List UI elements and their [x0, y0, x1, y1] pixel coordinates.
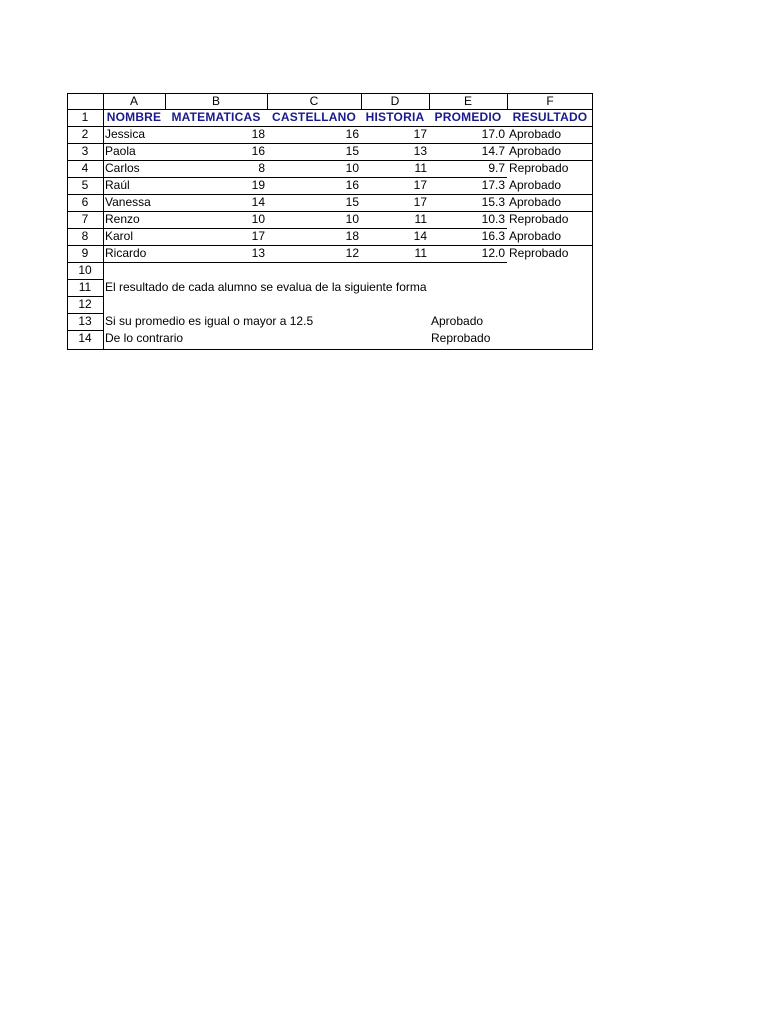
row-header-10[interactable]: 10 [78, 263, 92, 277]
sheet-border-left [67, 93, 68, 350]
result-row-line [507, 160, 593, 161]
col-header-divider [267, 93, 268, 109]
table-cell[interactable]: 16 [345, 178, 359, 192]
table-cell[interactable]: 14 [251, 195, 265, 209]
table-cell[interactable]: Paola [105, 144, 136, 158]
note-text[interactable]: De lo contrario [105, 331, 184, 345]
table-row-line [103, 262, 507, 263]
row-header-line [67, 160, 103, 161]
row-header-12[interactable]: 12 [78, 297, 92, 311]
table-cell[interactable]: 18 [345, 229, 359, 243]
header-cell[interactable]: PROMEDIO [434, 110, 502, 124]
result-row-line [507, 143, 593, 144]
table-cell[interactable]: Vanessa [105, 195, 151, 209]
column-header-d[interactable]: D [390, 94, 400, 108]
table-cell[interactable]: 19 [251, 178, 265, 192]
table-cell[interactable]: 8 [258, 161, 265, 175]
column-header-c[interactable]: C [309, 94, 319, 108]
table-cell[interactable]: 12 [345, 246, 359, 260]
row-header-6[interactable]: 6 [81, 195, 89, 209]
row-header-line [67, 177, 103, 178]
table-cell[interactable]: 16.3 [481, 229, 505, 243]
column-header-f[interactable]: F [546, 94, 554, 108]
table-cell[interactable]: 15.3 [481, 195, 505, 209]
header-cell[interactable]: HISTORIA [365, 110, 425, 124]
note-text[interactable]: El resultado de cada alumno se evalua de la siguiente forma [105, 280, 427, 294]
table-cell[interactable]: 17 [251, 229, 265, 243]
result-row-line [507, 211, 593, 212]
table-row-line [103, 160, 507, 161]
table-cell[interactable]: Aprobado [509, 144, 562, 158]
column-header-b[interactable]: B [211, 94, 220, 108]
table-cell[interactable]: 17 [413, 127, 427, 141]
col-header-divider [361, 93, 362, 109]
header-cell[interactable]: CASTELLANO [272, 110, 356, 124]
table-header-bottom [103, 126, 593, 127]
row-header-line [67, 262, 103, 263]
row-header-line [67, 245, 103, 246]
row-header-9[interactable]: 9 [81, 246, 89, 260]
row-header-line [67, 211, 103, 212]
row-header-7[interactable]: 7 [81, 212, 89, 226]
table-cell[interactable]: 13 [251, 246, 265, 260]
table-cell[interactable]: 10 [345, 161, 359, 175]
table-cell[interactable]: Aprobado [509, 195, 562, 209]
col-header-divider [429, 93, 430, 109]
table-cell[interactable]: Reprobado [509, 246, 569, 260]
table-cell[interactable]: 17 [413, 195, 427, 209]
table-cell[interactable]: 11 [414, 246, 427, 260]
table-cell[interactable]: Reprobado [509, 212, 569, 226]
table-cell[interactable]: 16 [345, 127, 359, 141]
table-row-line [103, 177, 507, 178]
row-header-divider [103, 93, 104, 350]
spreadsheet [67, 93, 593, 350]
row-header-3[interactable]: 3 [81, 144, 89, 158]
table-cell[interactable]: Reprobado [509, 161, 569, 175]
table-cell[interactable]: 10.3 [481, 212, 505, 226]
table-row-line [103, 194, 507, 195]
table-cell[interactable]: 17 [413, 178, 427, 192]
header-cell[interactable]: NOMBRE [106, 110, 162, 124]
row-header-14[interactable]: 14 [78, 331, 92, 345]
note-result[interactable]: Aprobado [431, 314, 484, 328]
table-cell[interactable]: 14.7 [481, 144, 505, 158]
row-header-line [67, 228, 103, 229]
table-cell[interactable]: 15 [345, 144, 359, 158]
sheet-border-bottom [67, 349, 593, 350]
table-cell[interactable]: Ricardo [105, 246, 147, 260]
header-cell[interactable]: RESULTADO [512, 110, 588, 124]
table-row-line [103, 211, 507, 212]
col-header-divider [507, 93, 508, 109]
table-cell[interactable]: Karol [105, 229, 134, 243]
row-header-11[interactable]: 11 [78, 280, 92, 294]
table-cell[interactable]: 16 [251, 144, 265, 158]
column-header-a[interactable]: A [129, 94, 138, 108]
row-header-4[interactable]: 4 [81, 161, 89, 175]
column-header-e[interactable]: E [463, 94, 472, 108]
table-cell[interactable]: 12.0 [481, 246, 505, 260]
row-header-line [67, 313, 103, 314]
note-result[interactable]: Reprobado [431, 331, 491, 345]
table-row-line [103, 245, 507, 246]
row-header-13[interactable]: 13 [78, 314, 92, 328]
table-cell[interactable]: 10 [251, 212, 265, 226]
sheet-border-right [592, 93, 593, 350]
table-cell[interactable]: 17.0 [481, 127, 505, 141]
sheet-border-top [67, 93, 593, 94]
table-row-line [103, 228, 507, 229]
row-header-2[interactable]: 2 [81, 127, 89, 141]
result-row-line [507, 245, 593, 246]
row-header-1[interactable]: 1 [81, 110, 89, 124]
table-cell[interactable]: 18 [251, 127, 265, 141]
row-header-line [67, 330, 103, 331]
table-cell[interactable]: Renzo [105, 212, 140, 226]
table-cell[interactable]: 14 [413, 229, 427, 243]
table-cell[interactable]: 15 [345, 195, 359, 209]
note-text[interactable]: Si su promedio es igual o mayor a 12.5 [105, 314, 314, 328]
table-cell[interactable]: Aprobado [509, 178, 562, 192]
table-row-line [103, 143, 507, 144]
row-header-line [67, 194, 103, 195]
result-row-line [507, 194, 593, 195]
table-cell[interactable]: Aprobado [509, 229, 562, 243]
table-cell[interactable]: 11 [414, 161, 427, 175]
table-cell[interactable]: Aprobado [509, 127, 562, 141]
table-cell[interactable]: 13 [413, 144, 427, 158]
header-cell[interactable]: MATEMATICAS [171, 110, 261, 124]
row-header-8[interactable]: 8 [81, 229, 89, 243]
table-cell[interactable]: 10 [345, 212, 359, 226]
col-header-divider [165, 93, 166, 109]
table-cell[interactable]: 11 [414, 212, 427, 226]
row-header-line [67, 126, 103, 127]
table-cell[interactable]: Jessica [105, 127, 146, 141]
table-cell[interactable]: Raúl [105, 178, 130, 192]
col-header-bottom [67, 109, 593, 110]
table-cell[interactable]: Carlos [105, 161, 140, 175]
row-header-line [67, 296, 103, 297]
table-cell[interactable]: 9.7 [488, 161, 505, 175]
row-header-5[interactable]: 5 [81, 178, 89, 192]
table-cell[interactable]: 17.3 [481, 178, 505, 192]
row-header-line [67, 279, 103, 280]
row-header-line [67, 109, 103, 110]
row-header-line [67, 143, 103, 144]
